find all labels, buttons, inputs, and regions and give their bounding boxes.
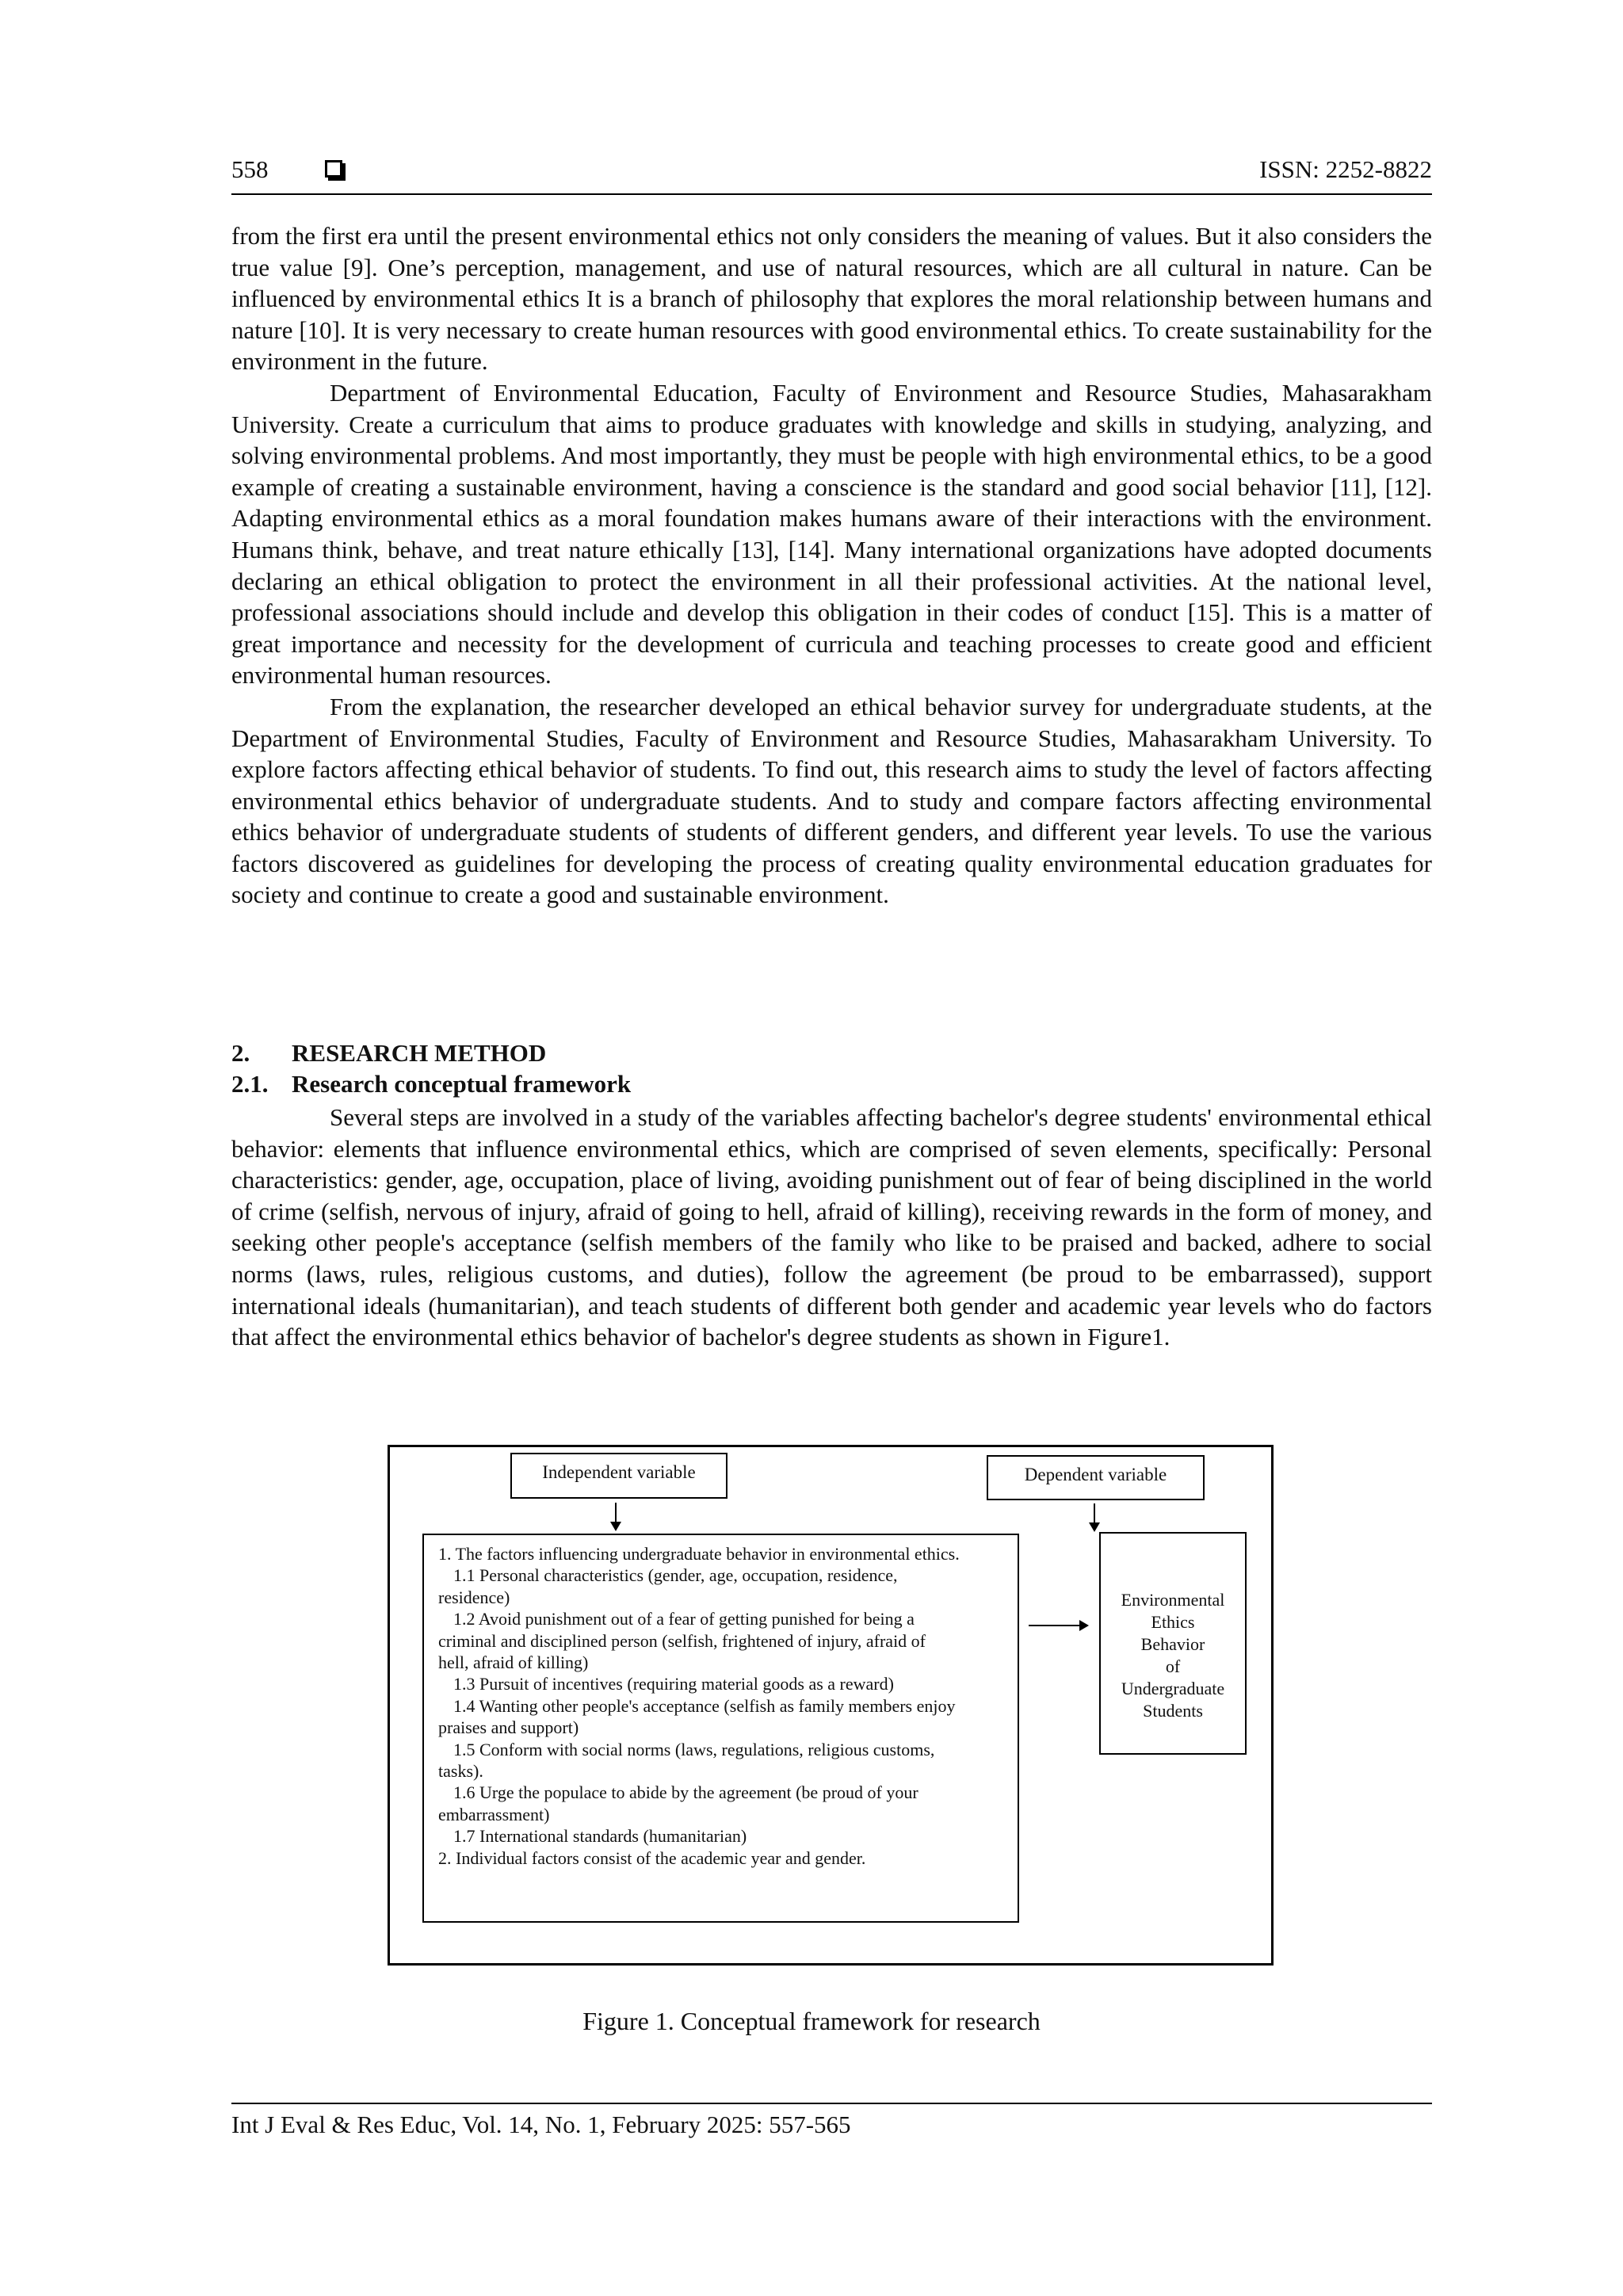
dependent-result-line: Students xyxy=(1143,1701,1203,1721)
subsection-number: 2.1. xyxy=(231,1070,269,1098)
dependent-variable-label: Dependent variable xyxy=(987,1455,1205,1500)
subsection-title: Research conceptual framework xyxy=(292,1070,632,1098)
figure-caption: Figure 1. Conceptual framework for research xyxy=(582,2007,1041,2035)
factor-line: 1.7 International standards (humanitarian) xyxy=(453,1826,747,1847)
section-number: 2. xyxy=(231,1039,250,1067)
factor-line: 1.5 Conform with social norms (laws, regulations, religious customs, xyxy=(453,1739,935,1759)
factor-line: tasks). xyxy=(438,1761,483,1782)
paragraph: From the explanation, the researcher developed an ethical behavior survey for undergraduate students, at the Department of Environmental Studies, Faculty of Environment and Resource Studies, Mahasarakham University. To explore factors affecting ethical behavior of students. To find out, this research aims to study the level of factors affecting environmental ethics behavior of undergraduate students. And to study and compare factors affecting environmental ethics behavior of undergraduate students of students of different genders, and different year levels. To use the various factors discovered as guidelines for developing the process of creating quality environmental education graduates for society and continue to create a good and sustainable environment. xyxy=(231,692,1432,909)
factor-line: criminal and disciplined person (selfish, frightened of injury, afraid of xyxy=(438,1630,926,1651)
dependent-result-line: Ethics xyxy=(1151,1612,1195,1632)
section-title: RESEARCH METHOD xyxy=(292,1039,547,1067)
factor-line: 1.1 Personal characteristics (gender, age, occupation, residence, xyxy=(453,1565,898,1586)
factor-line: hell, afraid of killing) xyxy=(438,1652,589,1673)
factor-line: embarrassment) xyxy=(438,1804,550,1824)
page-footer xyxy=(231,2103,1432,2139)
square-icon xyxy=(325,160,342,178)
figure-frame xyxy=(388,1445,1274,1966)
page-number: 558 xyxy=(231,155,269,183)
page-header xyxy=(231,155,1432,195)
factor-line: 1. The factors influencing undergraduate behavior in environmental ethics. xyxy=(438,1544,960,1564)
section-heading xyxy=(231,1039,546,1068)
arrow-down-icon xyxy=(615,1503,617,1530)
factor-line: praises and support) xyxy=(438,1717,579,1738)
paragraph: Department of Environmental Education, Faculty of Environment and Resource Studies, Mahasarakham University. Create a curriculum that aims to produce graduates with knowledge and skills in studying, analyzing, and solving environmental problems. And most importantly, they must be people with high environmental ethics, to be a good example of creating a sustainable environment, having a conscience is the standard and good social behavior [11], [12]. Adapting environmental ethics as a moral foundation makes humans aware of their interactions with the environment. Humans think, behave, and treat nature ethically [13], [14]. Many international organizations have adopted documents declaring an ethical obligation to protect the environment in all their professional activities. At the national level, professional associations should include and develop this obligation in their codes of conduct [15]. This is a matter of great importance and necessity for the development of curricula and teaching processes to create good and efficient environmental human resources. xyxy=(231,378,1432,690)
dependent-result-line: of xyxy=(1165,1656,1181,1676)
factor-line: 1.6 Urge the populace to abide by the agreement (be proud of your xyxy=(453,1782,918,1803)
journal-citation: Int J Eval & Res Educ, Vol. 14, No. 1, February 2025: 557-565 xyxy=(231,2111,851,2138)
paragraph: from the first era until the present environmental ethics not only considers the meaning of values. But it also considers the true value [9]. One’s perception, management, and use of natural resources, which are all cultural in nature. Can be influenced by environmental ethics It is a branch of philosophy that explores the moral relationship between humans and nature [10]. It is very necessary to create human resources with good environmental ethics. To create sustainability for the environment in the future. xyxy=(231,222,1432,376)
section-text xyxy=(231,1102,1432,1353)
factor-line: 1.2 Avoid punishment out of a fear of getting punished for being a xyxy=(453,1609,915,1629)
dependent-variable-box xyxy=(1099,1532,1247,1755)
factor-line: 2. Individual factors consist of the academic year and gender. xyxy=(438,1847,866,1868)
subsection-heading xyxy=(231,1070,631,1098)
arrow-right-icon xyxy=(1029,1625,1086,1626)
intro-text xyxy=(231,220,1432,911)
issn-label: ISSN: 2252-8822 xyxy=(1259,155,1432,183)
dependent-result-line: Environmental xyxy=(1121,1590,1225,1610)
dependent-result-line: Behavior xyxy=(1140,1634,1205,1654)
paragraph: Several steps are involved in a study of the variables affecting bachelor's degree students' environmental ethical behavior: elements that influence environmental ethics, which are comprised of seven elements, specifically: Personal characteristics: gender, age, occupation, place of living, avoiding punishment out of fear of being disciplined in the world of crime (selfish, nervous of injury, afraid of going to hell, afraid of killing), receiving rewards in the form of money, and seeking other people's acceptance (selfish members of the family who like to be praised and backed, adhere to social norms (laws, rules, religious customs, and duties), follow the agreement (be proud to be embarrassed), support international ideals (humanitarian), and teach students of different both gender and academic year levels who do factors that affect the environmental ethics behavior of bachelor's degree students as shown in Figure1. xyxy=(231,1103,1432,1351)
factor-line: 1.4 Wanting other people's acceptance (selfish as family members enjoy xyxy=(453,1695,956,1716)
dependent-result-line: Undergraduate xyxy=(1121,1679,1225,1698)
independent-variable-label: Independent variable xyxy=(510,1453,727,1499)
factor-line: 1.3 Pursuit of incentives (requiring material goods as a reward) xyxy=(453,1674,894,1694)
factors-box xyxy=(422,1534,1019,1923)
factor-line: residence) xyxy=(438,1587,510,1607)
arrow-down-icon xyxy=(1094,1503,1095,1530)
